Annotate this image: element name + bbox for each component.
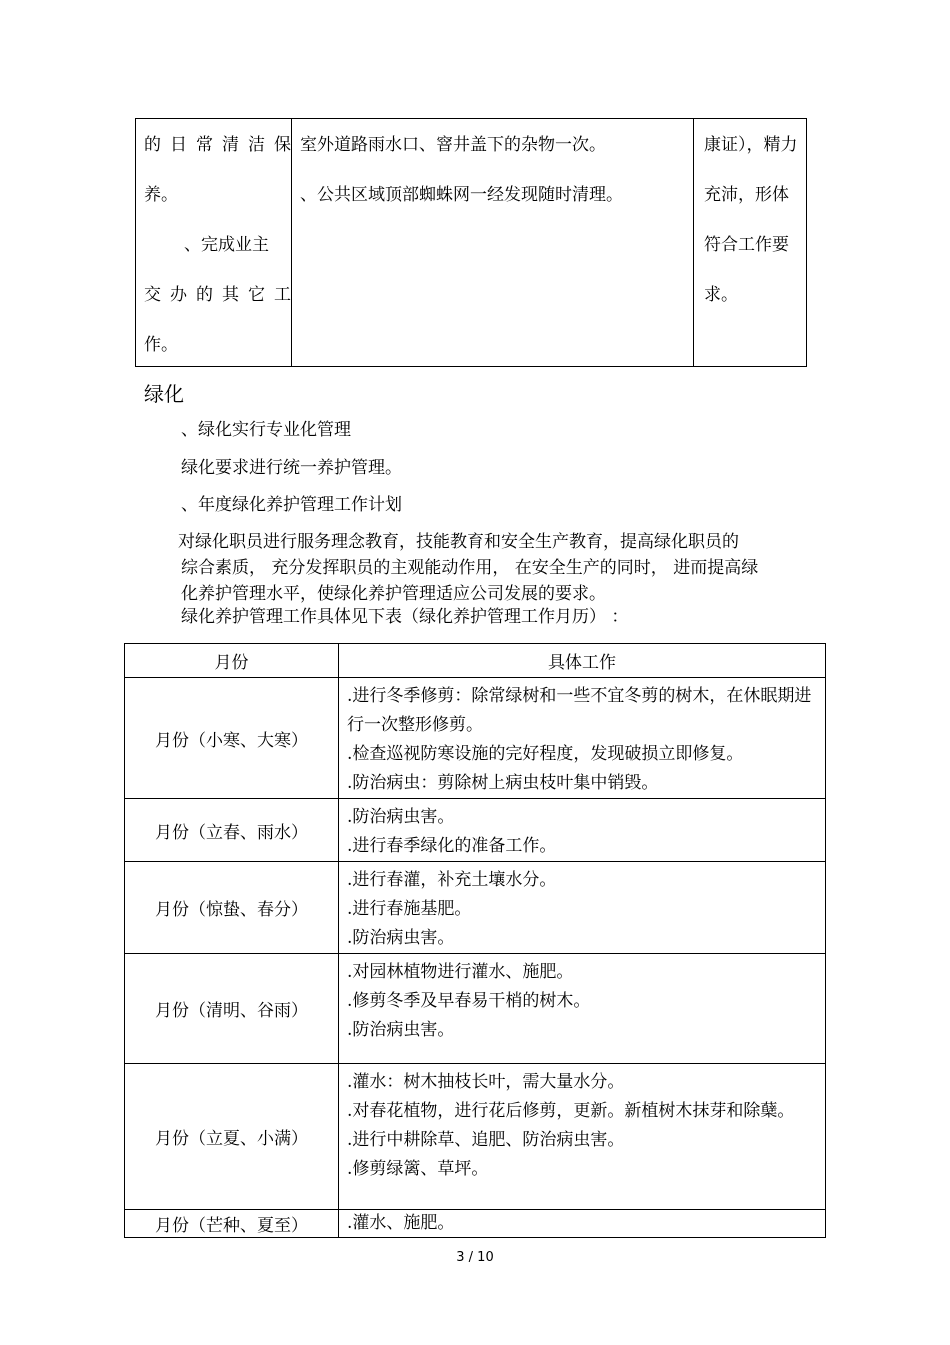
requirement-line: 符合工作要 (704, 235, 789, 255)
work-item: .灌水、施肥。 (347, 1213, 455, 1233)
work-item: .防治病虫：剪除树上病虫枝叶集中销毁。 (347, 773, 659, 793)
month-cell: 月份（立夏、小满） (125, 1064, 339, 1210)
plan-paragraph-line: 综合素质， 充分发挥职员的主观能动作用， 在安全生产的同时， 进而提高绿 (181, 558, 759, 578)
work-item: .防治病虫害。 (347, 1020, 455, 1040)
requirement-column (694, 119, 807, 366)
work-cell (339, 799, 826, 862)
work-item: .对春花植物，进行花后修剪，更新。新植树木抹芽和除蘖。 (347, 1101, 795, 1121)
section-heading: 绿化 (144, 382, 184, 406)
plan-paragraph-line: 化养护管理水平，使绿化养护管理适应公司发展的要求。 (181, 584, 606, 604)
work-item: .进行春灌，补充土壤水分。 (347, 870, 557, 890)
standard-line: 室外道路雨水口、窨井盖下的杂物一次。 (300, 135, 606, 155)
standard-line: 、公共区域顶部蜘蛛网一经发现随时清理。 (300, 185, 623, 205)
table-row (125, 799, 826, 862)
work-item: .修剪绿篱、草坪。 (347, 1159, 489, 1179)
work-item: .进行春季绿化的准备工作。 (347, 836, 557, 856)
month-cell: 月份（芒种、夏至） (125, 1210, 339, 1238)
work-item: .进行冬季修剪：除常绿树和一些不宜冬剪的树木，在休眠期进行一次整形修剪。 (347, 686, 812, 735)
month-cell: 月份（立春、雨水） (125, 799, 339, 862)
work-item: .防治病虫害。 (347, 807, 455, 827)
standard-column (292, 119, 694, 366)
subsection-item-1: 、绿化实行专业化管理 (181, 420, 351, 440)
table-row (125, 1064, 826, 1210)
plan-paragraph-line: 绿化养护管理工作具体见下表（绿化养护管理工作月历） ： (181, 607, 629, 627)
subsection-item-2: 、年度绿化养护管理工作计划 (181, 495, 402, 515)
table-row (125, 678, 826, 799)
plan-paragraph-line: 对绿化职员进行服务理念教育，技能教育和安全生产教育，提高绿化职员的 (178, 532, 739, 552)
requirement-line: 充沛，形体 (704, 185, 789, 205)
table-row (125, 954, 826, 1064)
work-cell (339, 954, 826, 1064)
duty-column (136, 119, 300, 366)
table-row (125, 862, 826, 954)
duty-line: 作。 (144, 335, 178, 355)
table-row (125, 1210, 826, 1238)
duty-line: 、完成业主 (184, 235, 269, 255)
work-item: .对园林植物进行灌水、施肥。 (347, 962, 574, 982)
work-cell (339, 862, 826, 954)
requirement-line: 求。 (704, 285, 738, 305)
work-item: .进行中耕除草、追肥、防治病虫害。 (347, 1130, 625, 1150)
work-cell (339, 678, 826, 799)
work-header: 具体工作 (339, 644, 826, 678)
monthly-work-table (124, 643, 826, 1238)
month-cell: 月份（惊蛰、春分） (125, 862, 339, 954)
duty-line: 养。 (144, 185, 178, 205)
duty-line: 交办的其它工 (144, 285, 300, 305)
table-header-row (125, 644, 826, 678)
work-cell (339, 1064, 826, 1210)
month-cell: 月份（小寒、大寒） (125, 678, 339, 799)
top-duty-table (135, 118, 807, 367)
work-item: .检查巡视防寒设施的完好程度，发现破损立即修复。 (347, 744, 744, 764)
work-item: .修剪冬季及早春易干梢的树木。 (347, 991, 591, 1011)
month-cell: 月份（清明、谷雨） (125, 954, 339, 1064)
subsection-item-1-text: 绿化要求进行统一养护管理。 (181, 458, 402, 478)
work-item: .灌水：树木抽枝长叶，需大量水分。 (347, 1072, 625, 1092)
work-cell (339, 1210, 826, 1238)
month-header: 月份 (125, 644, 339, 678)
work-item: .防治病虫害。 (347, 928, 455, 948)
requirement-line: 康证），精力 (704, 135, 798, 155)
page-number: 3 / 10 (456, 1250, 494, 1265)
work-item: .进行春施基肥。 (347, 899, 472, 919)
duty-line: 的日常清洁保 (144, 135, 300, 155)
